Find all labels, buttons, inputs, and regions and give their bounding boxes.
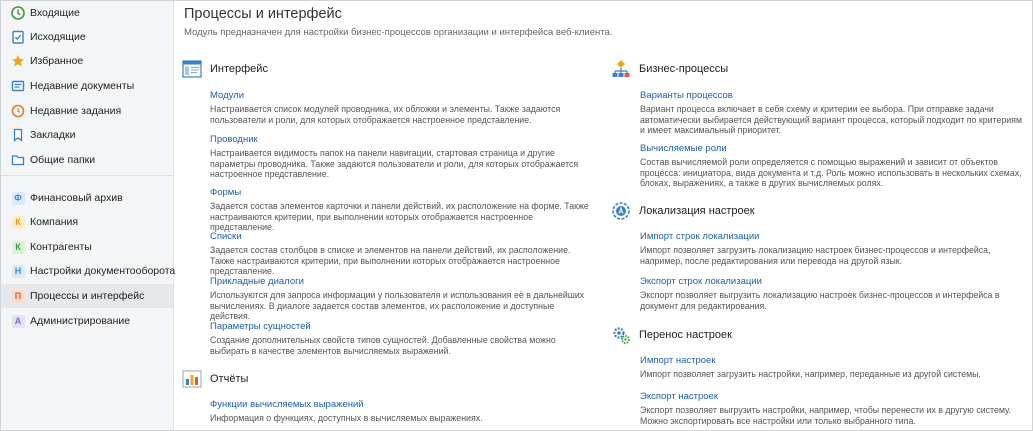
sidebar-item-label: Закладки — [30, 129, 76, 141]
sidebar-item-label: Процессы и интерфейс — [30, 290, 145, 302]
sidebar-item-label: Администрирование — [30, 315, 131, 327]
sidebar-item-label: Входящие — [30, 7, 80, 19]
sidebar-divider — [1, 175, 173, 176]
process-flow-icon — [611, 59, 631, 79]
section-item — [210, 134, 595, 180]
page-description: Модуль предназначен для настройки бизнес-процессов организации и интерфейса веб-клиента. — [184, 27, 613, 38]
interface-window-icon — [182, 59, 202, 79]
section-item — [210, 231, 595, 277]
item-description: Импорт позволяет загрузить настройки, например, переданные из другой системы. — [640, 369, 981, 379]
sidebar-item-label: Контрагенты — [30, 241, 92, 253]
module-badge-letter: Н — [12, 265, 25, 278]
section-business-processes — [611, 59, 728, 79]
module-badge-icon — [10, 263, 26, 279]
item-description: Информация о функциях, доступных в вычисляемых выражениях. — [210, 413, 483, 423]
link-lists[interactable]: Списки — [210, 231, 242, 242]
item-description: Вариант процесса включает в себя схему и критерии ее выбора. При отправке задачи автоматически выбирается действующий вариант процесса, который подходит по критериям и имеет максимальный приоритет. — [640, 104, 1022, 135]
document-icon — [10, 78, 26, 94]
module-badge-icon — [10, 190, 26, 206]
module-badge-letter: К — [12, 216, 25, 229]
sidebar-module-docflow-settings[interactable] — [1, 259, 176, 283]
page-title: Процессы и интерфейс — [184, 6, 342, 22]
section-item — [640, 276, 1025, 311]
sidebar-item-label: Компания — [30, 216, 79, 228]
module-badge-icon — [10, 313, 26, 329]
sidebar-item-bookmarks[interactable] — [1, 123, 173, 147]
sidebar-module-processes-interface[interactable] — [1, 284, 173, 308]
section-item — [210, 276, 595, 322]
sidebar-module-counterparties[interactable] — [1, 235, 173, 259]
star-icon — [10, 53, 26, 69]
sidebar-item-shared-folders[interactable] — [1, 148, 173, 172]
sidebar-item-recent-documents[interactable] — [1, 74, 173, 98]
item-description: Настраивается видимость папок на панели навигации, стартовая страница и другие параметры проводника. Также задаются пользователи и роли, для которых отображается настроенное представление. — [210, 148, 579, 179]
section-item — [640, 143, 1025, 189]
item-description: Экспорт позволяет выгрузить локализацию настроек бизнес-процессов и интерфейса в документ для редактирования. — [640, 290, 1000, 311]
link-export-localization[interactable]: Экспорт строк локализации — [640, 276, 762, 287]
item-description: Импорт позволяет загрузить локализацию настроек бизнес-процессов и интерфейса, например, после редактирования или перевода на другой язык. — [640, 245, 991, 266]
section-item — [640, 355, 1025, 380]
sidebar-item-inbox[interactable] — [1, 1, 173, 25]
module-badge-letter: Ф — [12, 192, 25, 205]
module-badge-icon — [10, 239, 26, 255]
main-content — [173, 1, 1032, 430]
sidebar-item-label: Финансовый архив — [30, 192, 123, 204]
link-process-variants[interactable]: Варианты процессов — [640, 90, 733, 101]
sidebar-item-favorites[interactable] — [1, 49, 173, 73]
item-description: Создание дополнительных свойств типов сущностей. Добавленные свойства можно выбирать в качестве элементов вычисляемых выражений. — [210, 335, 556, 356]
section-item — [640, 231, 1025, 266]
checklist-icon — [10, 29, 26, 45]
sidebar-module-administration[interactable] — [1, 309, 173, 333]
section-title: Локализация настроек — [639, 205, 755, 217]
item-description: Используются для запроса информации у пользователя и использования её в дальнейших вычислениях. В диалоге задается состав элементов, их расположение и доступные действия. — [210, 290, 585, 321]
localization-icon — [611, 201, 631, 221]
bar-chart-icon — [182, 369, 202, 389]
link-application-dialogs[interactable]: Прикладные диалоги — [210, 276, 304, 287]
sidebar-item-outbox[interactable] — [1, 25, 173, 49]
item-description: Задается состав элементов карточки и панели действий, их расположение на форме. Также настраиваются критерии, при выполнении которых отображается настроенное представление. — [210, 201, 589, 232]
section-item — [210, 399, 595, 424]
link-entity-parameters[interactable]: Параметры сущностей — [210, 321, 311, 332]
sidebar-item-label: Общие папки — [30, 154, 96, 166]
section-item — [210, 187, 595, 233]
section-reports — [182, 369, 248, 389]
section-item — [210, 321, 595, 356]
link-expression-functions[interactable]: Функции вычисляемых выражений — [210, 399, 364, 410]
module-badge-icon — [10, 288, 26, 304]
folder-icon — [10, 152, 26, 168]
module-badge-letter: К — [12, 241, 25, 254]
sidebar-item-label: Недавние задания — [30, 105, 122, 117]
sidebar-item-label: Недавние документы — [30, 80, 135, 92]
bookmark-icon — [10, 127, 26, 143]
item-description: Состав вычисляемой роли определяется с помощью выражений и зависит от объектов процесса: инициатора, вида документа и т.д. Роль можно использовать в нескольких схемах, блоках, выражениях, а также в других вычисляемых ролях. — [640, 157, 1022, 188]
link-explorer[interactable]: Проводник — [210, 134, 258, 145]
clock-icon — [10, 5, 26, 21]
link-forms[interactable]: Формы — [210, 187, 242, 198]
sidebar-module-financial-archive[interactable] — [1, 186, 173, 210]
module-badge-letter: П — [12, 290, 25, 303]
section-settings-transfer — [611, 325, 732, 345]
section-title: Отчёты — [210, 373, 249, 385]
item-description: Настраивается список модулей проводника, их обложки и элементы. Также задаются пользователи и роли, для которых отображается настроенное представление. — [210, 104, 561, 125]
section-localization — [611, 201, 755, 221]
sidebar-item-recent-tasks[interactable] — [1, 99, 173, 123]
history-icon — [10, 103, 26, 119]
module-badge-icon — [10, 214, 26, 230]
module-badge-letter: А — [12, 315, 25, 328]
section-interface — [182, 59, 268, 79]
item-description: Экспорт позволяет выгрузить настройки, например, чтобы перенести их в другую систему. Можно экспортировать все настройки или только выбранного типа. — [640, 405, 1011, 426]
section-title: Интерфейс — [210, 63, 268, 75]
sidebar-module-company[interactable] — [1, 210, 173, 234]
sidebar-item-label: Настройки документооборота — [30, 265, 176, 277]
section-item — [640, 391, 1025, 426]
link-import-settings[interactable]: Импорт настроек — [640, 355, 716, 366]
section-title: Бизнес-процессы — [639, 63, 729, 75]
sidebar-item-label: Исходящие — [30, 31, 86, 43]
sidebar — [1, 1, 174, 430]
link-import-localization[interactable]: Импорт строк локализации — [640, 231, 760, 242]
section-title: Перенос настроек — [639, 329, 732, 341]
link-export-settings[interactable]: Экспорт настроек — [640, 391, 718, 402]
link-computed-roles[interactable]: Вычисляемые роли — [640, 143, 727, 154]
item-description: Задается состав столбцов в списке и элементов на панели действий, их расположение. Также настраиваются критерии, при выполнении которых отображается настроенное представление. — [210, 245, 571, 276]
section-item — [210, 90, 595, 125]
sidebar-item-label: Избранное — [30, 55, 84, 67]
settings-transfer-icon — [611, 325, 631, 345]
link-modules[interactable]: Модули — [210, 90, 245, 101]
section-item — [640, 90, 1025, 136]
